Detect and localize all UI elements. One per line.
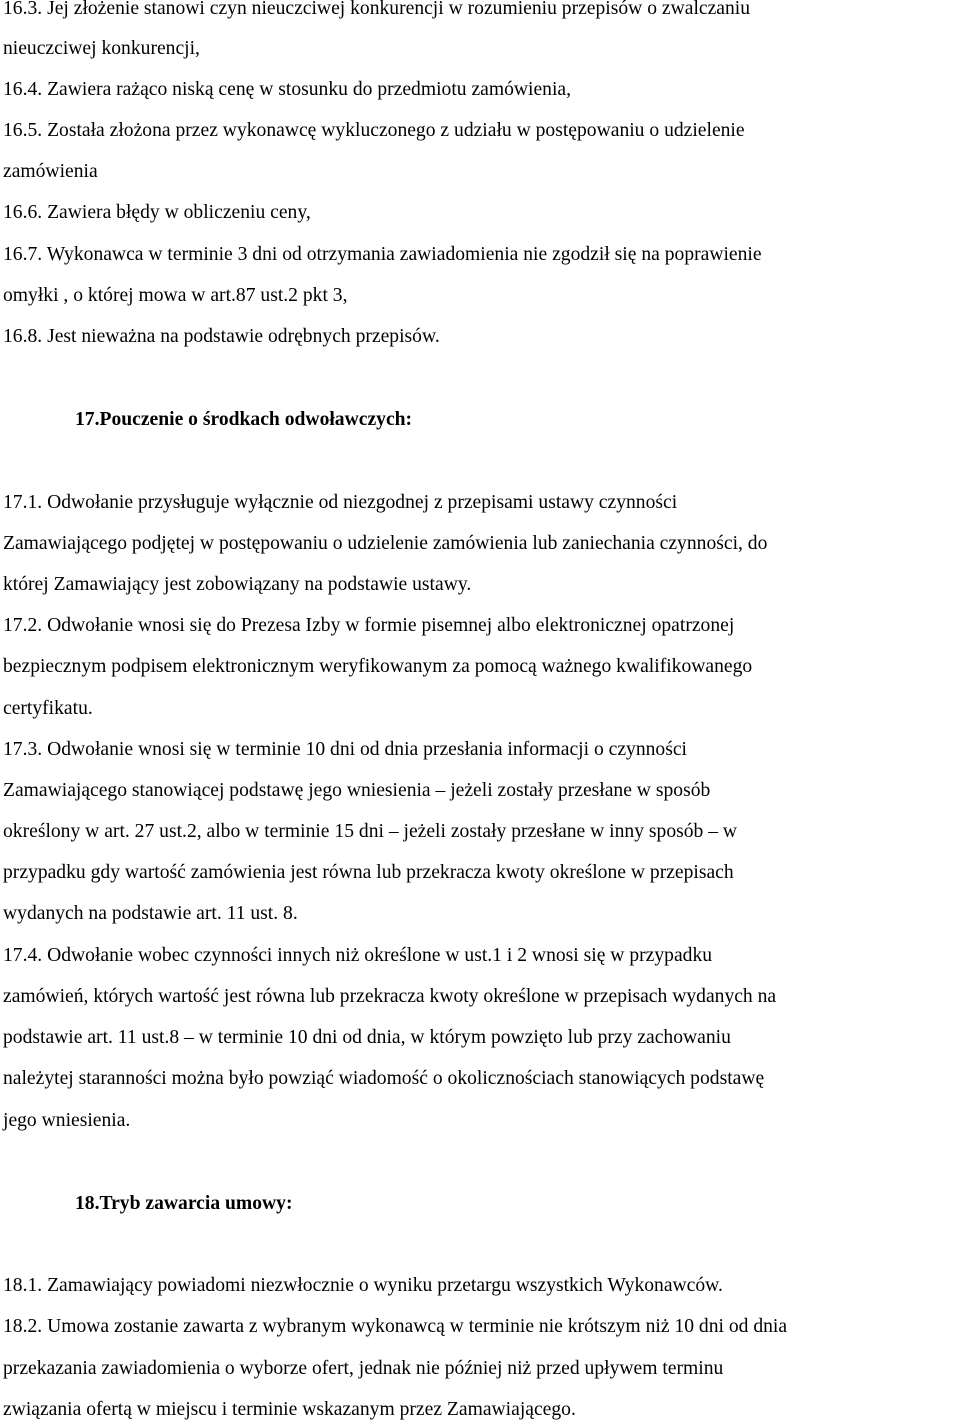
text-line: bezpiecznym podpisem elektronicznym weryfikowanym za pomocą ważnego kwalifikowanego <box>3 656 753 677</box>
text-line: zamówienia <box>3 161 98 182</box>
text-line: 16.7. Wykonawca w terminie 3 dni od otrzymania zawiadomienia nie zgodził się na poprawienie <box>3 244 762 265</box>
text-line: 17.4. Odwołanie wobec czynności innych niż określone w ust.1 i 2 wnosi się w przypadku <box>3 945 713 966</box>
text-line: 16.3. Jej złożenie stanowi czyn nieuczciwej konkurencji w rozumieniu przepisów o zwalczaniu <box>3 0 751 19</box>
text-line: 16.4. Zawiera rażąco niską cenę w stosunku do przedmiotu zamówienia, <box>3 79 572 100</box>
text-line: podstawie art. 11 ust.8 – w terminie 10 dni od dnia, w którym powzięto lub przy zachowaniu <box>3 1027 731 1048</box>
text-line: przypadku gdy wartość zamówienia jest równa lub przekracza kwoty określone w przepisach <box>3 862 734 883</box>
text-line: związania ofertą w miejscu i terminie wskazanym przez Zamawiającego. <box>3 1399 576 1420</box>
text-line: certyfikatu. <box>3 698 93 719</box>
section-heading-17: 17.Pouczenie o środkach odwoławczych: <box>75 409 413 430</box>
text-line: 16.8. Jest nieważna na podstawie odrębnych przepisów. <box>3 326 440 347</box>
text-line: należytej staranności można było powziąć wiadomość o okolicznościach stanowiących podstawę <box>3 1068 765 1089</box>
text-line: 18.2. Umowa zostanie zawarta z wybranym wykonawcą w terminie nie krótszym niż 10 dni od dnia <box>3 1316 788 1337</box>
text-line: 18.1. Zamawiający powiadomi niezwłocznie o wyniku przetargu wszystkich Wykonawców. <box>3 1275 723 1296</box>
text-line: określony w art. 27 ust.2, albo w terminie 15 dni – jeżeli zostały przesłane w inny sposób – w <box>3 821 738 842</box>
text-line: jego wniesienia. <box>3 1110 131 1131</box>
section-heading-18: 18.Tryb zawarcia umowy: <box>75 1193 293 1214</box>
text-line: 16.6. Zawiera błędy w obliczeniu ceny, <box>3 202 311 223</box>
text-line: 16.5. Została złożona przez wykonawcę wykluczonego z udziału w postępowaniu o udzielenie <box>3 120 745 141</box>
text-line: wydanych na podstawie art. 11 ust. 8. <box>3 903 298 924</box>
text-line: przekazania zawiadomienia o wyborze ofert, jednak nie później niż przed upływem terminu <box>3 1358 724 1379</box>
text-line: Zamawiającego podjętej w postępowaniu o udzielenie zamówienia lub zaniechania czynności, do <box>3 533 768 554</box>
text-line: nieuczciwej konkurencji, <box>3 38 200 59</box>
text-line: zamówień, których wartość jest równa lub przekracza kwoty określone w przepisach wydanych na <box>3 986 777 1007</box>
text-line: 17.1. Odwołanie przysługuje wyłącznie od niezgodnej z przepisami ustawy czynności <box>3 492 678 513</box>
text-line: której Zamawiający jest zobowiązany na podstawie ustawy. <box>3 574 472 595</box>
text-line: omyłki , o której mowa w art.87 ust.2 pkt 3, <box>3 285 348 306</box>
text-line: Zamawiającego stanowiącej podstawę jego wniesienia – jeżeli zostały przesłane w sposób <box>3 780 711 801</box>
text-line: 17.2. Odwołanie wnosi się do Prezesa Izby w formie pisemnej albo elektronicznej opatrzonej <box>3 615 735 636</box>
text-line: 17.3. Odwołanie wnosi się w terminie 10 dni od dnia przesłania informacji o czynności <box>3 739 687 760</box>
